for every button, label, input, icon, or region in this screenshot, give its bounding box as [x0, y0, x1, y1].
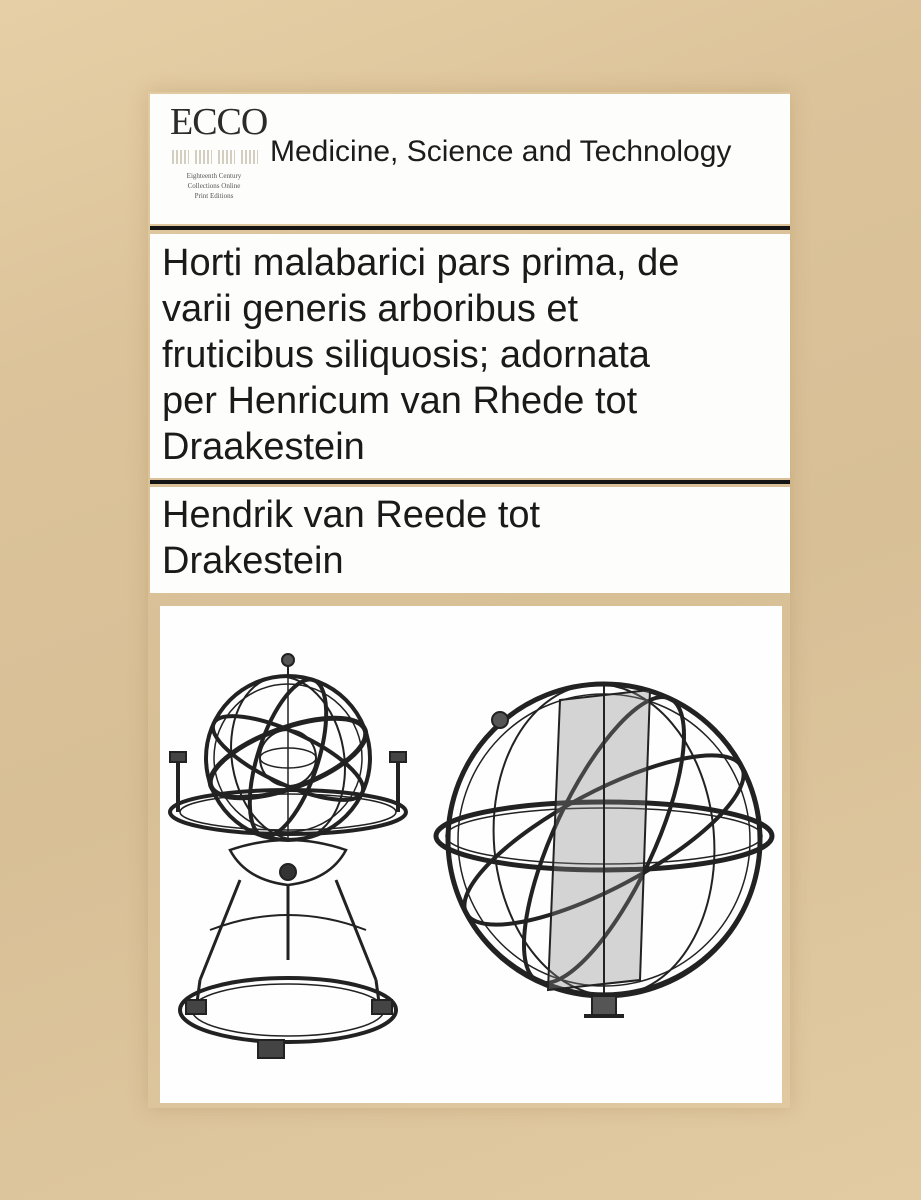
series-title: Medicine, Science and Technology — [270, 135, 732, 168]
logo-tagline-line: Eighteenth Century — [186, 172, 242, 180]
author-line: Hendrik van Reede tot — [162, 494, 541, 536]
title-line: Draakestein — [162, 426, 365, 468]
logo-tagline-line: Print Editions — [194, 192, 234, 200]
logo-tagline-line: Collections Online — [187, 182, 241, 190]
title-line: fruticibus siliquosis; adornata — [162, 334, 650, 376]
title-line: varii generis arboribus et — [162, 288, 579, 330]
logo-letters: ECCO — [170, 101, 268, 143]
armillary-sphere-icon — [436, 675, 772, 1016]
armillary-sphere-icon — [170, 654, 406, 1058]
title-line: per Henricum van Rhede tot — [162, 380, 638, 422]
author-line: Drakestein — [162, 540, 344, 582]
title-line: Horti malabarici pars prima, de — [162, 242, 680, 284]
